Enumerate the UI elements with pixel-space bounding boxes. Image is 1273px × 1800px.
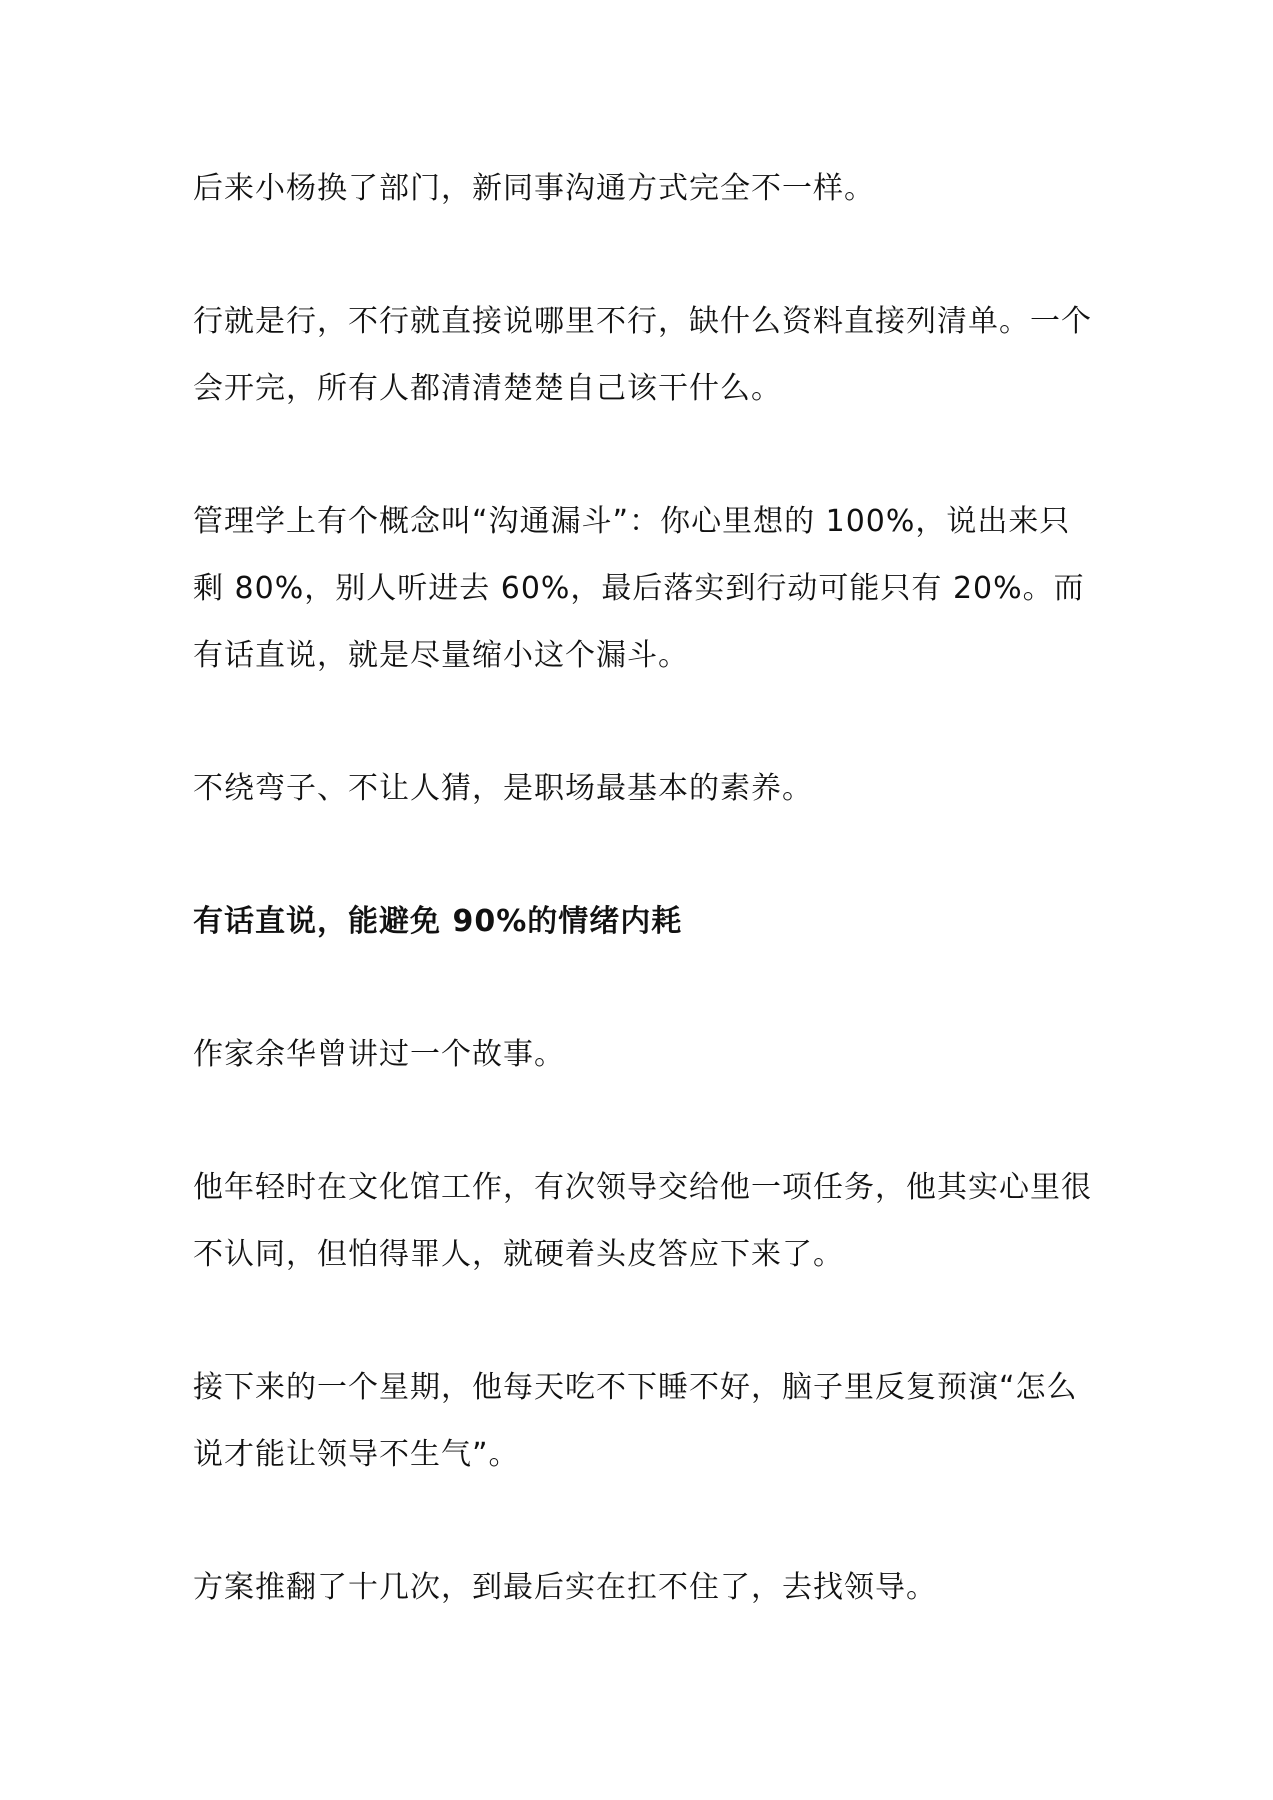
article-body <box>193 155 1093 1687</box>
paragraph: 行就是行，不行就直接说哪里不行，缺什么资料直接列清单。一个会开完，所有人都清清楚楚自己该干什么。 <box>193 304 1092 406</box>
paragraph: 接下来的一个星期，他每天吃不下睡不好，脑子里反复预演“怎么说才能让领导不生气”。 <box>193 1370 1078 1472</box>
paragraph: 他年轻时在文化馆工作，有次领导交给他一项任务，他其实心里很不认同，但怕得罪人，就硬着头皮答应下来了。 <box>193 1170 1092 1272</box>
paragraph: 后来小杨换了部门，新同事沟通方式完全不一样。 <box>193 171 875 206</box>
paragraph: 作家余华曾讲过一个故事。 <box>193 1037 565 1072</box>
section-heading: 有话直说，能避免 90%的情绪内耗 <box>193 904 683 939</box>
paragraph: 管理学上有个概念叫“沟通漏斗”：你心里想的 100%，说出来只剩 80%，别人听进去 60%，最后落实到行动可能只有 20%。而有话直说，就是尽量缩小这个漏斗。 <box>193 504 1085 673</box>
paragraph: 方案推翻了十几次，到最后实在扛不住了，去找领导。 <box>193 1570 937 1605</box>
paragraph: 不绕弯子、不让人猜，是职场最基本的素养。 <box>193 771 813 806</box>
